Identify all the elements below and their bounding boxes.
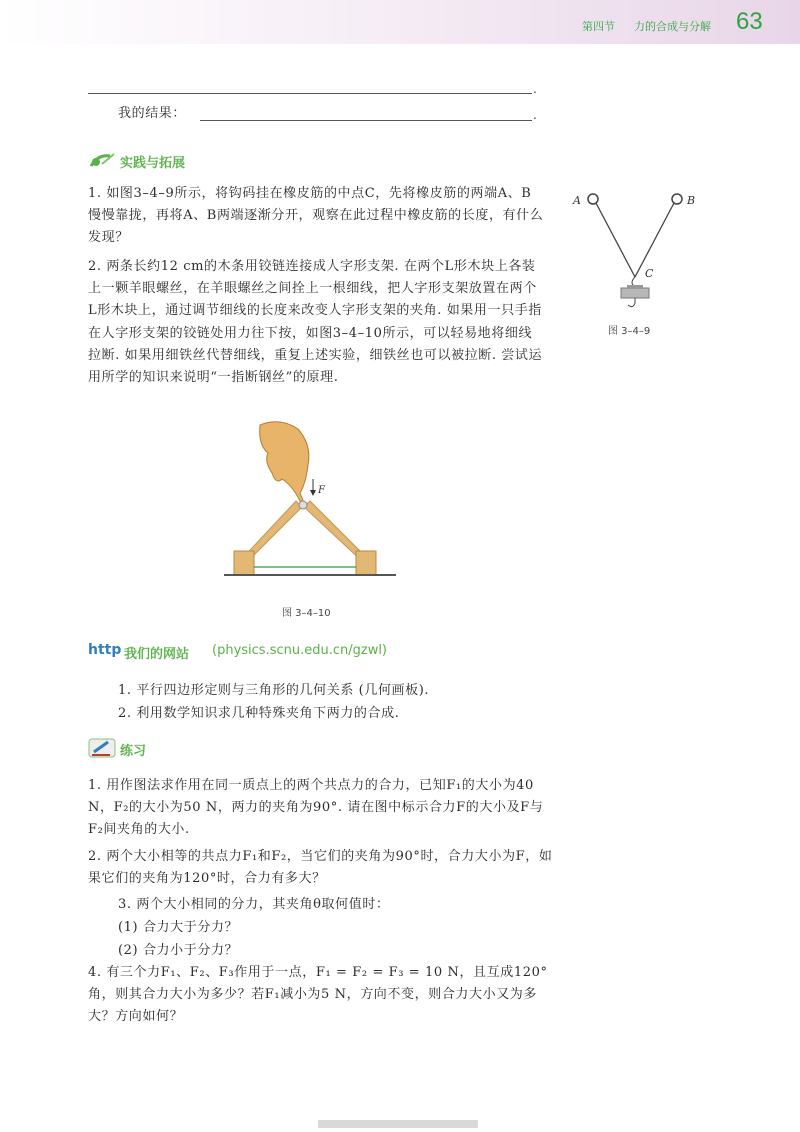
practice-paragraph-1: 1. 如图3–4–9所示，将钩码挂在橡皮筋的中点C，先将橡皮筋的两端A、B慢慢靠拢，再将A、B两端逐渐分开，观察在此过程中橡皮筋的长度，有什么发现？ — [88, 186, 544, 246]
figure-3-4-10-caption: 图 3–4–10 — [282, 608, 331, 619]
page-header — [0, 0, 800, 44]
website-url[interactable]: (physics.scnu.edu.cn/gzwl) — [212, 643, 388, 658]
answer-line-period: . — [533, 82, 537, 96]
exercise-q3b: (2) 合力小于分力？ — [118, 943, 239, 958]
figure-3-4-9-caption: 图 3–4–9 — [608, 326, 651, 337]
website-logo: http — [88, 642, 122, 658]
figure-3-4-10 — [220, 415, 400, 585]
exercise-q1: 1. 用作图法求作用在同一质点上的两个共点力的合力，已知F₁的大小为40 N，F₂的大小为50 N，两力的夹角为90°. 请在图中标示合力F的大小及F与F₂间夹角的大小. — [88, 778, 544, 838]
force-arrowhead — [310, 490, 316, 496]
ring-b — [672, 194, 682, 204]
exercise-icon — [88, 737, 118, 759]
label-b: B — [687, 194, 696, 207]
ring-a — [588, 194, 598, 204]
exercise-q2: 2. 两个大小相等的共点力F₁和F₂，当它们的夹角为90°时，合力大小为F，如果它们的夹角为120°时，合力有多大？ — [88, 849, 553, 887]
website-heading: 我们的网站 — [124, 647, 190, 662]
label-a: A — [573, 194, 581, 207]
answer-line — [88, 93, 532, 94]
result-line — [200, 120, 532, 121]
lower-hook — [628, 298, 635, 307]
practice-paragraph-2: 2. 两条长约12 cm的木条用铰链连接成人字形支架. 在两个L形木块上各装上一颗羊眼螺丝，在羊眼螺丝之间拴上一根细线，把人字形支架放置在两个L形木块上，通过调节细线的长度来改变人字形支架的夹角. 如果用一只手指在人字形支架的铰链处用力往下按，如图3–4–10所示，可以轻易地将细线拉断. 如果用细铁丝代替细线，重复上述实验，细铁丝也可以被拉断. 尝试运用所学的知识来说明“一指断钢丝”的原理. — [88, 259, 543, 386]
left-block — [234, 551, 254, 575]
website-item-1: 1. 平行四边形定则与三角形的几何关系 (几何画板). — [118, 683, 430, 698]
exercise-q3a: (1) 合力大于分力？ — [118, 920, 239, 935]
figure-3-4-9 — [565, 185, 705, 345]
header-title: 力的合成与分解 — [634, 20, 711, 33]
label-c: C — [645, 267, 654, 280]
practice-icon — [88, 150, 120, 172]
page-number: 63 — [736, 8, 763, 35]
result-line-period: . — [533, 108, 537, 122]
right-block — [356, 551, 376, 575]
hand — [260, 422, 309, 503]
page-footer-bar — [318, 1120, 478, 1128]
header-section: 第四节 — [582, 20, 615, 33]
hook-weight-top — [627, 285, 643, 289]
exercise-q4: 4. 有三个力F₁、F₂、F₃作用于一点，F₁ = F₂ = F₃ = 10 N，且互成120°角，则其合力大小为多少？若F₁减小为5 N，方向不变，则合力大小又为多大？方向如何？ — [88, 965, 548, 1025]
rubber-band-left — [596, 203, 635, 277]
hinge — [299, 501, 307, 509]
result-label: 我的结果： — [118, 106, 187, 121]
hook-weight — [621, 288, 649, 298]
rubber-band-right — [635, 203, 674, 277]
website-item-2: 2. 利用数学知识求几种特殊夹角下两力的合成. — [118, 706, 400, 721]
exercise-heading: 练习 — [120, 744, 147, 759]
practice-heading: 实践与拓展 — [120, 156, 186, 171]
exercise-q3: 3. 两个大小相同的分力，其夹角θ取何值时： — [118, 897, 390, 912]
force-label: F — [318, 485, 325, 496]
